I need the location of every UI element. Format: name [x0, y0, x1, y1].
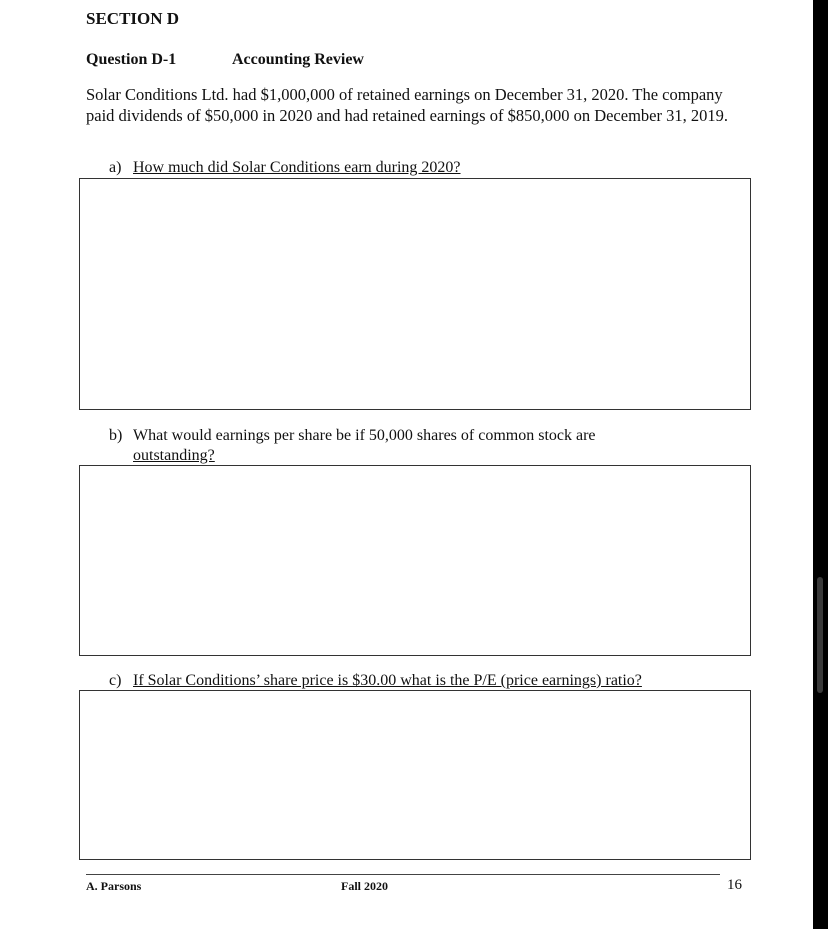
footer-term: Fall 2020 — [341, 879, 388, 893]
part-b-label: b) — [109, 427, 123, 444]
part-c-prompt — [109, 672, 642, 690]
scrollbar-thumb[interactable] — [817, 577, 823, 693]
part-a-label: a) — [109, 159, 122, 176]
question-number: Question D-1 — [86, 51, 177, 68]
question-intro: Solar Conditions Ltd. had $1,000,000 of retained earnings on December 31, 2020. The company paid dividends of $50,000 in 2020 and had retained earnings of $850,000 on December 31, 2019. — [86, 85, 728, 125]
part-b-text-line2: outstanding? — [133, 447, 215, 464]
footer-divider — [86, 874, 720, 875]
footer-author: A. Parsons — [86, 879, 142, 893]
question-title: Accounting Review — [232, 51, 364, 68]
part-a-text: How much did Solar Conditions earn during 2020? — [133, 159, 461, 176]
part-a-prompt — [109, 159, 461, 177]
answer-box-c[interactable] — [79, 690, 751, 860]
answer-box-b[interactable] — [79, 465, 751, 656]
part-b-text-line1: What would earnings per share be if 50,000 shares of common stock are — [133, 427, 596, 444]
part-c-text: If Solar Conditions’ share price is $30.00 what is the P/E (price earnings) ratio? — [133, 672, 642, 689]
answer-box-a[interactable] — [79, 178, 751, 410]
part-c-label: c) — [109, 672, 122, 689]
part-b-prompt — [109, 426, 709, 466]
section-title: SECTION D — [86, 9, 180, 28]
page-number: 16 — [727, 877, 742, 893]
